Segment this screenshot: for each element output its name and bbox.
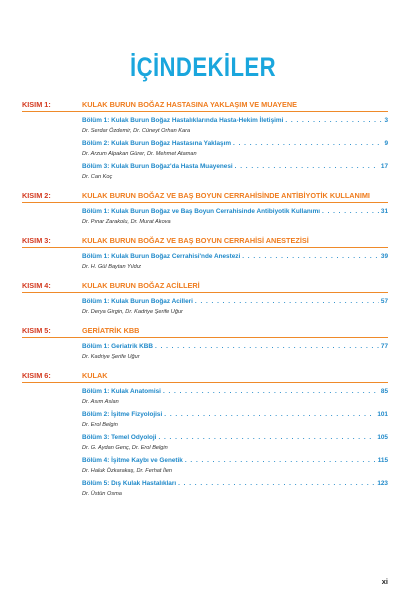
section-divider — [22, 292, 388, 293]
chapter-page-number: 123 — [377, 480, 388, 487]
chapter-authors: Dr. Erol Belgin — [82, 422, 118, 428]
chapter-authors: Dr. Üstün Osma — [82, 491, 122, 497]
dot-leader — [158, 434, 375, 441]
section-label: KISIM 2: — [22, 191, 51, 200]
dot-leader — [185, 457, 376, 464]
section-title: KULAK BURUN BOĞAZ ACİLLERİ — [82, 281, 200, 290]
toc-section — [0, 236, 406, 272]
chapter-authors: Dr. Derya Girgin, Dr. Kadriye Şerife Uğur — [82, 309, 183, 315]
chapter-title: Bölüm 3: Kulak Burun Boğaz'da Hasta Muayenesi — [82, 163, 233, 170]
table-of-contents — [0, 100, 406, 508]
chapter-page-number: 77 — [380, 343, 388, 350]
chapter-authors: Dr. Arzum Alpakan Gürer, Dr. Mehmet Ataman — [82, 151, 197, 157]
dot-leader — [178, 480, 375, 487]
chapter-page-number: 85 — [380, 388, 388, 395]
chapter-authors: Dr. Kadriye Şerife Uğur — [82, 354, 140, 360]
section-label: KISIM 1: — [22, 100, 51, 109]
dot-leader — [233, 140, 382, 147]
chapter-title: Bölüm 1: Kulak Burun Boğaz Acilleri — [82, 298, 193, 305]
section-label: KISIM 4: — [22, 281, 51, 290]
section-title: GERİATRİK KBB — [82, 326, 140, 335]
section-divider — [22, 247, 388, 248]
section-label: KISIM 5: — [22, 326, 51, 335]
section-header — [0, 281, 406, 293]
chapter-title: Bölüm 1: Kulak Burun Boğaz Hastalıklarında Hasta-Hekim İletişimi — [82, 117, 284, 124]
toc-entry[interactable] — [82, 457, 388, 476]
chapter-page-number: 101 — [377, 411, 388, 418]
dot-leader — [322, 208, 379, 215]
chapter-page-number: 39 — [380, 253, 388, 260]
chapter-authors: Dr. G. Aydan Genç, Dr. Erol Belgin — [82, 445, 168, 451]
chapter-page-number: 17 — [380, 163, 388, 170]
section-header — [0, 326, 406, 338]
section-header — [0, 191, 406, 203]
dot-leader — [164, 411, 375, 418]
chapter-authors: Dr. Serdar Özdemir, Dr. Cüneyt Orhan Kara — [82, 128, 191, 134]
chapter-title: Bölüm 1: Kulak Anatomisi — [82, 388, 161, 395]
chapter-title: Bölüm 1: Geriatrik KBB — [82, 343, 154, 350]
chapter-authors: Dr. Haluk Özkarakaş, Dr. Ferhat İlen — [82, 468, 173, 474]
section-title: KULAK BURUN BOĞAZ VE BAŞ BOYUN CERRAHİSİ ANESTEZİSİ — [82, 236, 309, 245]
section-title: KULAK — [82, 371, 108, 380]
section-label: KISIM 6: — [22, 371, 51, 380]
section-header — [0, 236, 406, 248]
section-header — [0, 100, 406, 112]
chapter-page-number: 9 — [384, 140, 388, 147]
section-divider — [22, 202, 388, 203]
toc-entry[interactable] — [82, 343, 388, 362]
dot-leader — [195, 298, 379, 305]
page-title: İÇİNDEKİLER — [130, 52, 276, 82]
chapter-page-number: 105 — [377, 434, 388, 441]
toc-section — [0, 281, 406, 317]
section-label: KISIM 3: — [22, 236, 51, 245]
toc-entry[interactable] — [82, 117, 388, 136]
toc-section — [0, 191, 406, 227]
section-title: KULAK BURUN BOĞAZ HASTASINA YAKLAŞIM VE MUAYENE — [82, 100, 298, 109]
dot-leader — [155, 343, 379, 350]
chapter-title: Bölüm 1: Kulak Burun Boğaz Cerrahisi'nde Anestezi — [82, 253, 241, 260]
chapter-authors: Dr. Can Koç — [82, 174, 113, 180]
chapter-title: Bölüm 5: Dış Kulak Hastalıkları — [82, 480, 177, 487]
toc-section — [0, 100, 406, 182]
section-divider — [22, 111, 388, 112]
toc-entry[interactable] — [82, 434, 388, 453]
section-title: KULAK BURUN BOĞAZ VE BAŞ BOYUN CERRAHİSİNDE ANTİBİYOTİK KULLANIMI — [82, 191, 370, 200]
dot-leader — [235, 163, 379, 170]
chapter-title: Bölüm 3: Temel Odyoloji — [82, 434, 157, 441]
dot-leader — [163, 388, 379, 395]
toc-entry[interactable] — [82, 411, 388, 430]
chapter-title: Bölüm 1: Kulak Burun Boğaz ve Baş Boyun Cerrahisinde Antibiyotik Kullanımı — [82, 208, 321, 215]
toc-entry[interactable] — [82, 140, 388, 159]
chapter-page-number: 3 — [384, 117, 388, 124]
toc-entry[interactable] — [82, 208, 388, 227]
section-header — [0, 371, 406, 383]
toc-entry[interactable] — [82, 298, 388, 317]
dot-leader — [285, 117, 382, 124]
chapter-title: Bölüm 2: Kulak Burun Boğaz Hastasına Yaklaşım — [82, 140, 232, 147]
dot-leader — [242, 253, 379, 260]
chapter-page-number: 57 — [380, 298, 388, 305]
toc-entry[interactable] — [82, 253, 388, 272]
toc-section — [0, 326, 406, 362]
chapter-authors: Dr. Asım Aslan — [82, 399, 119, 405]
page-number: xi — [381, 577, 388, 586]
section-divider — [22, 382, 388, 383]
chapter-authors: Dr. Pınar Zarakolu, Dr. Murat Akova — [82, 219, 171, 225]
toc-entry[interactable] — [82, 480, 388, 499]
chapter-authors: Dr. H. Gül Baytan Yıldız — [82, 264, 142, 270]
chapter-page-number: 31 — [380, 208, 388, 215]
chapter-page-number: 115 — [377, 457, 388, 464]
chapter-title: Bölüm 2: İşitme Fizyolojisi — [82, 411, 163, 418]
toc-entry[interactable] — [82, 388, 388, 407]
chapter-title: Bölüm 4: İşitme Kaybı ve Genetik — [82, 457, 183, 464]
section-divider — [22, 337, 388, 338]
toc-entry[interactable] — [82, 163, 388, 182]
toc-section — [0, 371, 406, 499]
